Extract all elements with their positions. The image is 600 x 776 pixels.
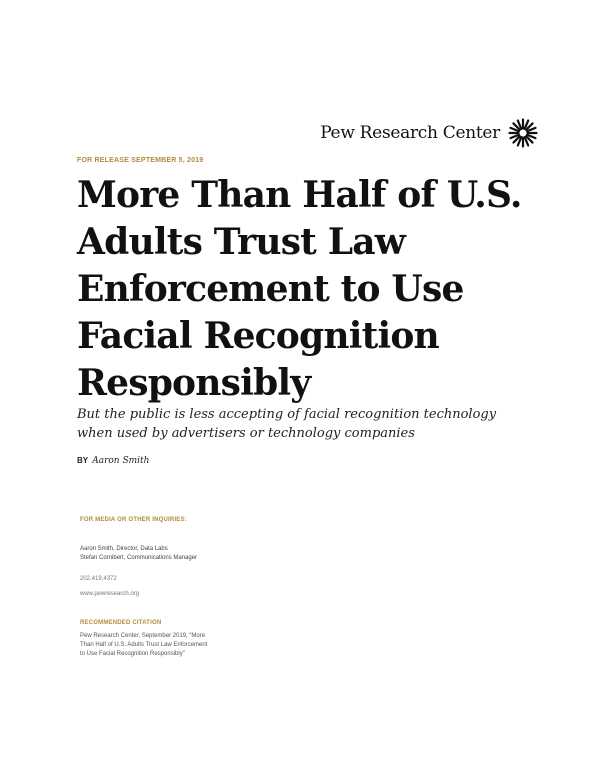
- subtitle-line: But the public is less accepting of facial recognition technology: [77, 407, 497, 422]
- subtitle-line: when used by advertisers or technology companies: [77, 426, 415, 441]
- media-inquiries-heading: FOR MEDIA OR OTHER INQUIRIES:: [80, 517, 187, 523]
- citation-text: [80, 632, 270, 659]
- title-line: Enforcement to Use: [77, 268, 464, 310]
- title-line: Facial Recognition: [77, 315, 439, 357]
- author-name: Aaron Smith: [92, 456, 150, 466]
- title-line: More Than Half of U.S.: [77, 174, 522, 216]
- citation-heading: RECOMMENDED CITATION: [80, 620, 162, 626]
- citation-line: Pew Research Center, September 2019, “More: [80, 633, 206, 639]
- citation-line: Than Half of U.S. Adults Trust Law Enforcement: [80, 642, 208, 648]
- title-line: Adults Trust Law: [77, 221, 405, 263]
- sunburst-icon: [508, 118, 538, 148]
- report-title: [77, 172, 537, 407]
- contact-line: Stefan Cornibert, Communications Manager: [80, 555, 198, 561]
- contact-line: Aaron Smith, Director, Data Labs: [80, 546, 168, 552]
- brand-header: [320, 118, 538, 148]
- report-subtitle: [77, 405, 527, 443]
- citation-line: to Use Facial Recognition Responsibly”: [80, 651, 185, 657]
- contact-phone: 202.419.4372: [80, 576, 117, 582]
- release-date: FOR RELEASE SEPTEMBER 5, 2019: [77, 157, 204, 164]
- byline-prefix: BY: [77, 456, 88, 465]
- contact-website-link[interactable]: www.pewresearch.org: [80, 591, 140, 597]
- brand-name: Pew Research Center: [320, 123, 500, 143]
- byline: [77, 456, 149, 466]
- title-line: Responsibly: [77, 362, 311, 404]
